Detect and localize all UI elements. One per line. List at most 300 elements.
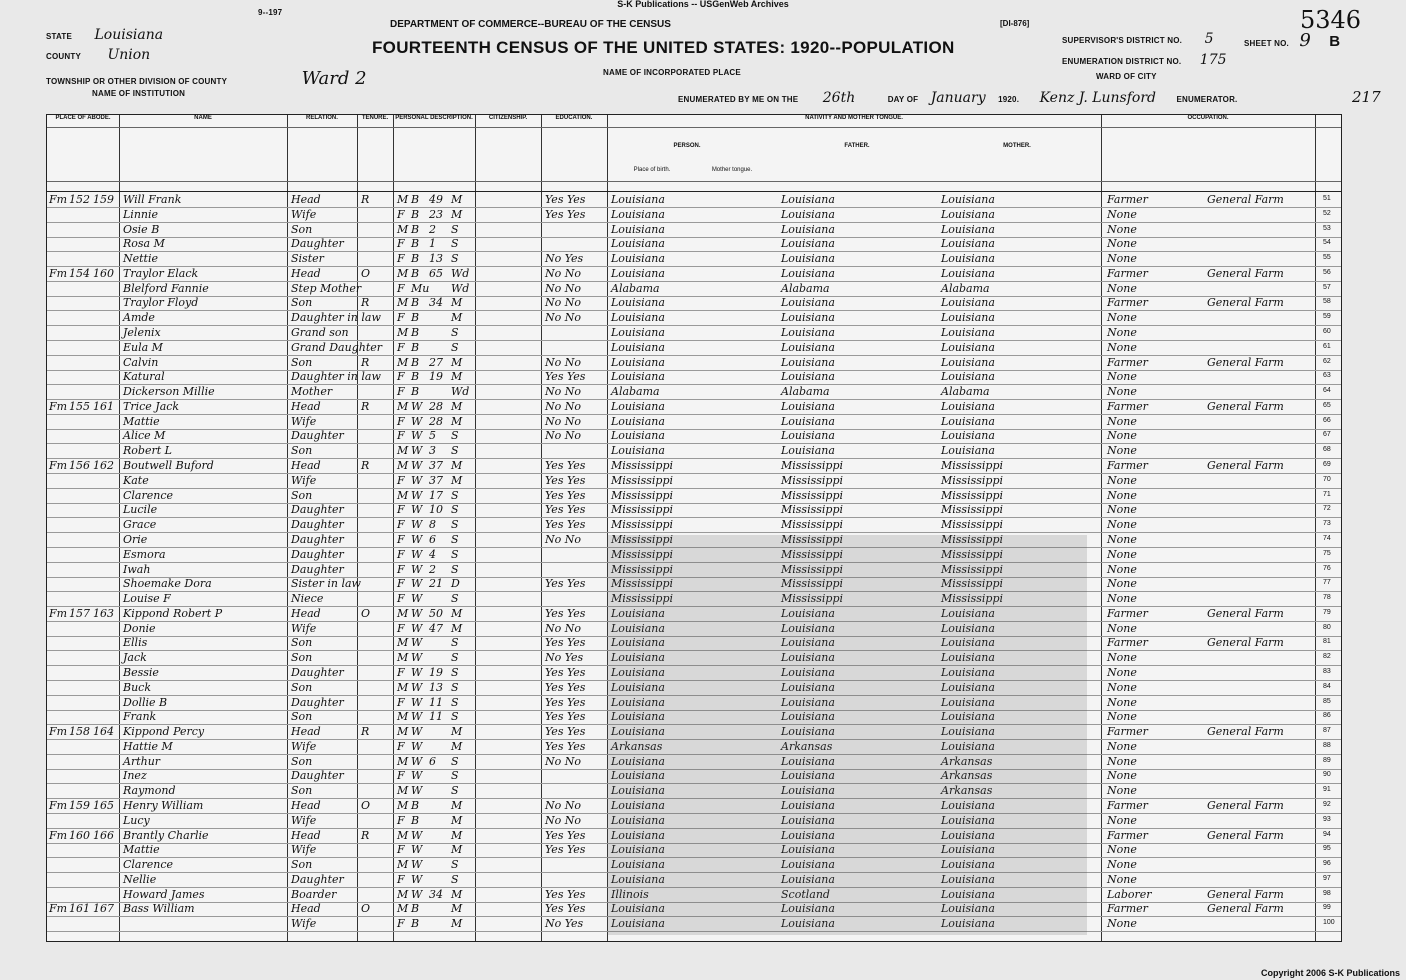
cell-sex: M <box>397 902 409 916</box>
cell-pob: Illinois <box>611 887 649 901</box>
cell-rel: Son <box>291 858 313 872</box>
cell-race: W <box>411 621 423 635</box>
cell-name: Dollie B <box>123 695 168 709</box>
cell-occ: None <box>1107 252 1137 266</box>
cell-rel: Wife <box>291 843 317 857</box>
cell-pob: Louisiana <box>611 429 665 443</box>
cell-edu: No No <box>545 798 581 812</box>
cell-name: Mattie <box>123 414 160 428</box>
cell-fam: 165 <box>93 798 114 812</box>
cell-fpob: Louisiana <box>781 769 835 783</box>
cell-sex: M <box>397 754 409 768</box>
cell-race: W <box>411 592 423 606</box>
cell-hh: 161 <box>69 902 90 916</box>
cell-ind: General Farm <box>1207 296 1284 310</box>
cell-sex: F <box>397 414 405 428</box>
line-number: 98 <box>1323 889 1331 897</box>
cell-race: W <box>411 459 423 473</box>
day-of-label: DAY OF <box>887 95 919 104</box>
cell-mpob: Louisiana <box>941 828 995 842</box>
cell-race: W <box>411 429 423 443</box>
cell-ms: M <box>451 917 463 931</box>
cell-mpob: Louisiana <box>941 917 995 931</box>
cell-rel: Daughter <box>291 532 344 546</box>
cell-pob: Louisiana <box>611 798 665 812</box>
cell-edu: No No <box>545 414 581 428</box>
cell-sex: F <box>397 843 405 857</box>
cell-ms: M <box>451 798 463 812</box>
cell-pob: Louisiana <box>611 769 665 783</box>
cell-occ: None <box>1107 651 1137 665</box>
line-number: 59 <box>1323 313 1331 321</box>
cell-sex: F <box>397 532 405 546</box>
banner-line1: S-K Publications -- USGenWeb Archives <box>617 0 789 9</box>
cell-race: W <box>411 562 423 576</box>
cell-pob: Louisiana <box>611 399 665 413</box>
cell-pob: Louisiana <box>611 680 665 694</box>
cell-fpob: Louisiana <box>781 370 835 384</box>
cell-pob: Louisiana <box>611 355 665 369</box>
cell-race: B <box>411 798 420 812</box>
cell-pob: Louisiana <box>611 326 665 340</box>
cell-ms: M <box>451 725 463 739</box>
cell-mpob: Louisiana <box>941 636 995 650</box>
cell-occ: None <box>1107 326 1137 340</box>
cell-rel: Wife <box>291 207 317 221</box>
col-personal: PERSONAL DESCRIPTION. <box>395 115 473 121</box>
cell-fpob: Mississippi <box>781 518 843 532</box>
cell-name: Shoemake Dora <box>123 577 212 591</box>
cell-name: Iwah <box>123 562 151 576</box>
cell-fpob: Alabama <box>781 385 830 399</box>
cell-pob: Louisiana <box>611 828 665 842</box>
cell-mpob: Alabama <box>941 385 990 399</box>
cell-pob: Louisiana <box>611 665 665 679</box>
cell-mpob: Louisiana <box>941 311 995 325</box>
cell-edu: Yes Yes <box>545 636 586 650</box>
cell-sex: F <box>397 577 405 591</box>
cell-ms: S <box>451 518 459 532</box>
cell-pob: Louisiana <box>611 710 665 724</box>
census-row <box>47 311 1341 325</box>
cell-name: Calvin <box>123 355 159 369</box>
cell-sex: M <box>397 266 409 280</box>
cell-name: Orie <box>123 532 148 546</box>
cell-sex: F <box>397 695 405 709</box>
line-number: 53 <box>1323 224 1331 232</box>
cell-sex: M <box>397 296 409 310</box>
cell-mpob: Louisiana <box>941 237 995 251</box>
cell-edu: No Yes <box>545 917 584 931</box>
cell-rel: Wife <box>291 473 317 487</box>
cell-ms: Wd <box>451 385 470 399</box>
cell-age: 27 <box>429 355 443 369</box>
cell-race: W <box>411 665 423 679</box>
cell-edu: Yes Yes <box>545 902 586 916</box>
col-name: NAME <box>194 115 212 121</box>
cell-occ: Farmer <box>1107 636 1148 650</box>
cell-pob: Louisiana <box>611 370 665 384</box>
cell-ms: S <box>451 680 459 694</box>
cell-ms: S <box>451 592 459 606</box>
cell-fpob: Louisiana <box>781 680 835 694</box>
township-field <box>46 68 367 89</box>
line-number: 69 <box>1323 461 1331 469</box>
cell-t: O <box>361 266 371 280</box>
cell-fpob: Louisiana <box>781 266 835 280</box>
cell-ms: S <box>451 784 459 798</box>
cell-mpob: Mississippi <box>941 532 1003 546</box>
cell-ms: M <box>451 621 463 635</box>
cell-name: Will Frank <box>123 193 182 206</box>
cell-name: Nellie <box>123 872 157 886</box>
cell-name: Grace <box>123 518 157 532</box>
cell-name: Traylor Floyd <box>123 296 199 310</box>
cell-name: Ellis <box>123 636 148 650</box>
cell-rel: Son <box>291 488 313 502</box>
cell-sex: F <box>397 621 405 635</box>
cell-fpob: Louisiana <box>781 917 835 931</box>
cell-occ: None <box>1107 621 1137 635</box>
cell-fpob: Mississippi <box>781 532 843 546</box>
cell-rel: Son <box>291 784 313 798</box>
cell-ms: S <box>451 651 459 665</box>
cell-mpob: Louisiana <box>941 252 995 266</box>
cell-ms: M <box>451 459 463 473</box>
cell-fpob: Mississippi <box>781 473 843 487</box>
cell-ms: S <box>451 858 459 872</box>
state-field <box>46 26 163 44</box>
cell-occ: None <box>1107 429 1137 443</box>
cell-rel: Head <box>291 828 321 842</box>
cell-fpob: Louisiana <box>781 311 835 325</box>
cell-occ: None <box>1107 872 1137 886</box>
cell-rel: Son <box>291 355 313 369</box>
cell-pob: Louisiana <box>611 872 665 886</box>
cell-ind: General Farm <box>1207 606 1284 620</box>
cell-mpob: Louisiana <box>941 843 995 857</box>
cell-ms: S <box>451 252 459 266</box>
line-number: 67 <box>1323 431 1331 439</box>
census-table <box>46 114 1342 942</box>
cell-occ: None <box>1107 414 1137 428</box>
cell-race: W <box>411 444 423 458</box>
cell-edu: Yes Yes <box>545 459 586 473</box>
census-row <box>47 459 1341 473</box>
cell-edu: No No <box>545 813 581 827</box>
cell-mpob: Mississippi <box>941 518 1003 532</box>
enumerator-label: ENUMERATOR. <box>1176 95 1238 104</box>
cell-rel: Head <box>291 606 321 620</box>
state-value: Louisiana <box>94 27 164 43</box>
county-field <box>46 46 150 64</box>
line-number: 82 <box>1323 653 1331 661</box>
township-value: Ward 2 <box>301 68 367 89</box>
cell-rel: Grand son <box>291 326 349 340</box>
cell-occ: None <box>1107 547 1137 561</box>
cell-mpob: Louisiana <box>941 414 995 428</box>
cell-race: W <box>411 739 423 753</box>
cell-name: Kippond Percy <box>123 725 205 739</box>
cell-pob: Mississippi <box>611 473 673 487</box>
cell-pob: Louisiana <box>611 651 665 665</box>
cell-mpob: Louisiana <box>941 858 995 872</box>
cell-age: 11 <box>429 710 443 724</box>
cell-age: 50 <box>429 606 443 620</box>
cell-fpob: Alabama <box>781 281 830 295</box>
county-value: Union <box>107 47 151 63</box>
line-number: 87 <box>1323 727 1331 735</box>
census-row <box>47 474 1341 488</box>
cell-edu: Yes Yes <box>545 577 586 591</box>
cell-ind: General Farm <box>1207 399 1284 413</box>
cell-race: W <box>411 784 423 798</box>
line-number: 75 <box>1323 549 1331 557</box>
cell-ms: S <box>451 503 459 517</box>
cell-fpob: Louisiana <box>781 222 835 236</box>
cell-sex: M <box>397 798 409 812</box>
cell-ms: S <box>451 754 459 768</box>
cell-edu: Yes Yes <box>545 503 586 517</box>
cell-occ: None <box>1107 858 1137 872</box>
cell-occ: None <box>1107 577 1137 591</box>
cell-race: B <box>411 252 420 266</box>
cell-rel: Daughter in law <box>291 311 381 325</box>
cell-sex: M <box>397 488 409 502</box>
cell-pob: Mississippi <box>611 488 673 502</box>
cell-rel: Son <box>291 444 313 458</box>
cell-sex: M <box>397 444 409 458</box>
cell-sex: F <box>397 340 405 354</box>
cell-sex: F <box>397 813 405 827</box>
census-row <box>47 223 1341 237</box>
cell-race: W <box>411 872 423 886</box>
cell-mpob: Louisiana <box>941 326 995 340</box>
cell-ind: General Farm <box>1207 887 1284 901</box>
cell-name: Jack <box>123 651 147 665</box>
cell-edu: Yes Yes <box>545 843 586 857</box>
cell-edu: No No <box>545 429 581 443</box>
cell-ind: General Farm <box>1207 459 1284 473</box>
cell-mpob: Louisiana <box>941 651 995 665</box>
cell-race: W <box>411 680 423 694</box>
census-row <box>47 356 1341 370</box>
cell-rel: Head <box>291 902 321 916</box>
cell-pob: Louisiana <box>611 813 665 827</box>
cell-occ: None <box>1107 532 1137 546</box>
cell-edu: No Yes <box>545 651 584 665</box>
cell-mpob: Mississippi <box>941 562 1003 576</box>
cell-edu: Yes Yes <box>545 828 586 842</box>
cell-dw: Fm <box>49 266 68 280</box>
cell-edu: Yes Yes <box>545 473 586 487</box>
cell-occ: None <box>1107 311 1137 325</box>
cell-fpob: Louisiana <box>781 399 835 413</box>
cell-name: Boutwell Buford <box>123 459 214 473</box>
cell-pob: Louisiana <box>611 296 665 310</box>
cell-name: Clarence <box>123 858 174 872</box>
cell-rel: Head <box>291 399 321 413</box>
cell-fpob: Mississippi <box>781 503 843 517</box>
cell-race: W <box>411 828 423 842</box>
cell-ms: M <box>451 370 463 384</box>
cell-sex: M <box>397 606 409 620</box>
cell-occ: None <box>1107 813 1137 827</box>
cell-race: B <box>411 917 420 931</box>
cell-sex: F <box>397 518 405 532</box>
line-number: 80 <box>1323 623 1331 631</box>
cell-rel: Daughter in law <box>291 370 381 384</box>
cell-occ: None <box>1107 695 1137 709</box>
cell-hh: 154 <box>69 266 90 280</box>
cell-age: 17 <box>429 488 443 502</box>
cell-pob: Mississippi <box>611 532 673 546</box>
cell-age: 19 <box>429 370 443 384</box>
cell-name: Louise F <box>123 592 171 606</box>
cell-dw: Fm <box>49 193 68 206</box>
cell-edu: Yes Yes <box>545 710 586 724</box>
form-number: 9--197 <box>258 8 283 17</box>
cell-occ: Farmer <box>1107 606 1148 620</box>
cell-age: 6 <box>429 754 436 768</box>
cell-race: B <box>411 385 420 399</box>
cell-occ: Farmer <box>1107 296 1148 310</box>
line-number: 99 <box>1323 904 1331 912</box>
cell-mpob: Louisiana <box>941 798 995 812</box>
cell-name: Buck <box>123 680 151 694</box>
cell-race: W <box>411 636 423 650</box>
cell-edu: Yes Yes <box>545 680 586 694</box>
cell-dw: Fm <box>49 902 68 916</box>
cell-race: B <box>411 296 420 310</box>
cell-fpob: Mississippi <box>781 577 843 591</box>
col-place-of-birth: Place of birth. <box>633 167 671 173</box>
cell-name: Brantly Charlie <box>123 828 209 842</box>
cell-mpob: Louisiana <box>941 340 995 354</box>
cell-ms: S <box>451 444 459 458</box>
cell-rel: Daughter <box>291 503 344 517</box>
line-number: 66 <box>1323 416 1331 424</box>
line-number: 91 <box>1323 786 1331 794</box>
cell-edu: No No <box>545 296 581 310</box>
cell-name: Bass William <box>123 902 195 916</box>
cell-name: Howard James <box>123 887 205 901</box>
cell-pob: Louisiana <box>611 444 665 458</box>
cell-mpob: Louisiana <box>941 813 995 827</box>
cell-occ: None <box>1107 370 1137 384</box>
cell-age: 34 <box>429 296 443 310</box>
cell-fpob: Louisiana <box>781 237 835 251</box>
col-relation: RELATION. <box>306 115 338 121</box>
cell-sex: F <box>397 592 405 606</box>
line-number: 56 <box>1323 268 1331 276</box>
cell-fpob: Louisiana <box>781 444 835 458</box>
cell-ms: S <box>451 665 459 679</box>
cell-race: B <box>411 340 420 354</box>
cell-mpob: Mississippi <box>941 547 1003 561</box>
cell-ind: General Farm <box>1207 828 1284 842</box>
cell-race: W <box>411 843 423 857</box>
cell-age: 3 <box>429 444 436 458</box>
cell-pob: Louisiana <box>611 252 665 266</box>
cell-pob: Mississippi <box>611 577 673 591</box>
cell-sex: F <box>397 665 405 679</box>
cell-ind: General Farm <box>1207 266 1284 280</box>
cell-name: Kippond Robert P <box>123 606 223 620</box>
census-row <box>47 296 1341 310</box>
cell-mpob: Louisiana <box>941 222 995 236</box>
cell-rel: Mother <box>291 385 333 399</box>
cell-ind: General Farm <box>1207 355 1284 369</box>
cell-sex: M <box>397 828 409 842</box>
cell-dw: Fm <box>49 798 68 812</box>
cell-fpob: Mississippi <box>781 488 843 502</box>
cell-occ: None <box>1107 917 1137 931</box>
line-number: 94 <box>1323 830 1331 838</box>
institution-label: NAME OF INSTITUTION <box>92 89 186 98</box>
cell-dw: Fm <box>49 828 68 842</box>
cell-pob: Louisiana <box>611 858 665 872</box>
cell-fpob: Louisiana <box>781 843 835 857</box>
cell-t: R <box>361 828 370 842</box>
cell-occ: None <box>1107 680 1137 694</box>
cell-rel: Wife <box>291 917 317 931</box>
cell-sex: F <box>397 917 405 931</box>
cell-fam: 166 <box>93 828 114 842</box>
cell-ms: S <box>451 429 459 443</box>
cell-t: R <box>361 725 370 739</box>
cell-mpob: Louisiana <box>941 606 995 620</box>
cell-fpob: Louisiana <box>781 725 835 739</box>
cell-pob: Louisiana <box>611 725 665 739</box>
cell-sex: M <box>397 784 409 798</box>
line-number: 92 <box>1323 800 1331 808</box>
cell-occ: None <box>1107 739 1137 753</box>
census-row <box>47 489 1341 503</box>
cell-occ: None <box>1107 518 1137 532</box>
cell-edu: No Yes <box>545 252 584 266</box>
line-number: 97 <box>1323 874 1331 882</box>
census-row <box>47 503 1341 517</box>
cell-pob: Louisiana <box>611 237 665 251</box>
cell-fpob: Louisiana <box>781 754 835 768</box>
cell-name: Kate <box>123 473 149 487</box>
cell-mpob: Mississippi <box>941 459 1003 473</box>
cell-mpob: Louisiana <box>941 710 995 724</box>
line-number: 61 <box>1323 342 1331 350</box>
cell-fpob: Louisiana <box>781 902 835 916</box>
cell-occ: None <box>1107 592 1137 606</box>
cell-rel: Son <box>291 680 313 694</box>
cell-race: W <box>411 399 423 413</box>
cell-edu: No No <box>545 311 581 325</box>
cell-pob: Louisiana <box>611 414 665 428</box>
cell-name: Trice Jack <box>123 399 180 413</box>
cell-ms: Wd <box>451 281 470 295</box>
census-row <box>47 400 1341 414</box>
cell-occ: Farmer <box>1107 266 1148 280</box>
col-abode: PLACE OF ABODE. <box>55 115 111 121</box>
cell-sex: M <box>397 193 409 206</box>
cell-pob: Alabama <box>611 281 660 295</box>
census-row <box>47 444 1341 458</box>
cell-race: B <box>411 266 420 280</box>
line-number: 79 <box>1323 608 1331 616</box>
cell-mpob: Mississippi <box>941 503 1003 517</box>
cell-mpob: Louisiana <box>941 621 995 635</box>
cell-occ: None <box>1107 444 1137 458</box>
line-number: 58 <box>1323 298 1331 306</box>
